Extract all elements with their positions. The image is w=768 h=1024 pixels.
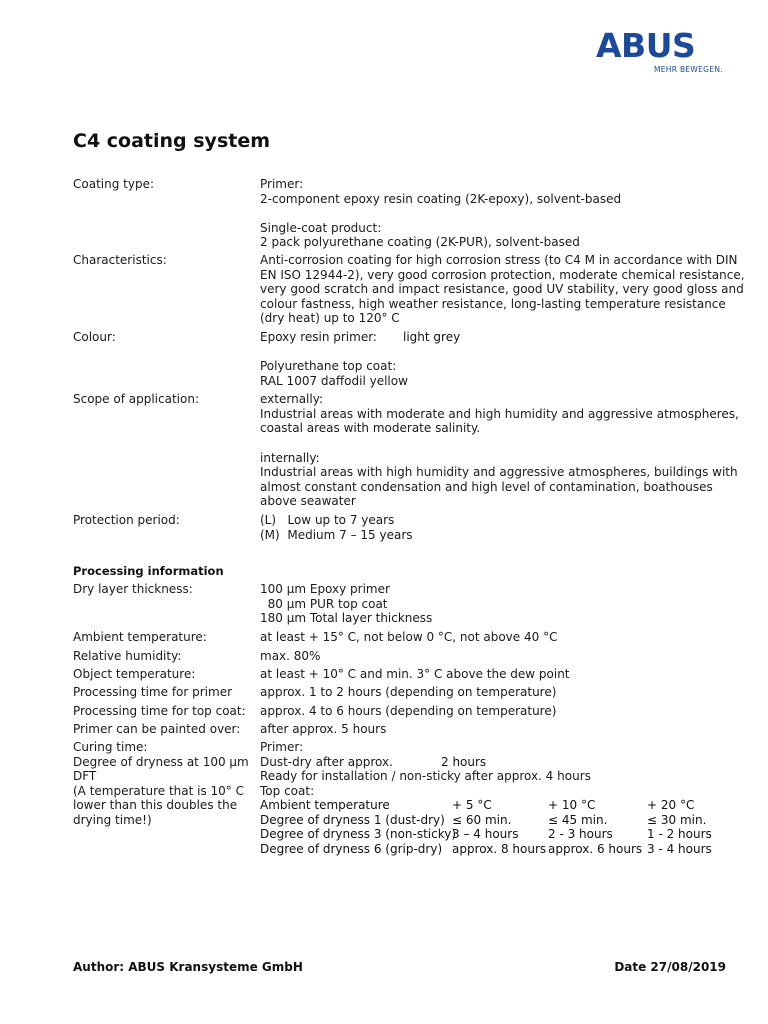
value-humidity: max. 80% (260, 649, 321, 663)
table-cell: 1 - 2 hours (647, 827, 712, 841)
value-protection-0: (L) Low up to 7 years (260, 513, 395, 527)
value-proc-primer: approx. 1 to 2 hours (depending on temperature) (260, 685, 557, 699)
page-title: C4 coating system (73, 130, 271, 152)
value-curing-ready: Ready for installation / non-sticky after approx. 4 hours (260, 769, 591, 783)
label-object-temp: Object temperature: (73, 667, 196, 681)
value-characteristics-3: colour fastness, high weather resistance, long-lasting temperature resistance (260, 296, 726, 311)
value-proc-top: approx. 4 to 6 hours (depending on temperature) (260, 704, 557, 718)
value-curing-top: Top coat: (260, 783, 315, 798)
table-cell: Degree of dryness 1 (dust-dry) (260, 812, 445, 827)
value-object-temp: at least + 10° C and min. 3° C above the dew point (260, 667, 570, 681)
label-curing-4: lower than this doubles the (73, 798, 238, 812)
label-humidity: Relative humidity: (73, 649, 182, 663)
value-dry-layer-2: 180 µm Total layer thickness (260, 611, 433, 625)
label-ambient: Ambient temperature: (73, 630, 207, 644)
value-scope-5: Industrial areas with high humidity and aggressive atmospheres, buildings with (260, 465, 738, 479)
table-cell: + 20 °C (647, 798, 695, 812)
value-colour-primer-value: light grey (403, 330, 461, 344)
value-scope-1: Industrial areas with moderate and high humidity and aggressive atmospheres, (260, 406, 739, 421)
value-colour-top-0: Polyurethane top coat: (260, 359, 397, 373)
label-protection: Protection period: (73, 513, 180, 527)
value-curing-dust-label: Dust-dry after approx. (260, 754, 393, 769)
label-coating-type: Coating type: (73, 177, 154, 191)
value-scope-4: internally: (260, 450, 320, 465)
value-dry-layer-1: 80 µm PUR top coat (260, 596, 388, 611)
section-processing-heading: Processing information (73, 564, 224, 578)
label-proc-top: Processing time for top coat: (73, 704, 246, 718)
table-cell: + 10 °C (548, 798, 596, 812)
value-scope-2: coastal areas with moderate salinity. (260, 421, 481, 435)
value-characteristics-0: Anti-corrosion coating for high corrosion stress (to C4 M in accordance with DIN (260, 253, 738, 267)
table-cell: 3 - 4 hours (647, 842, 712, 856)
label-dry-layer: Dry layer thickness: (73, 582, 193, 596)
label-colour: Colour: (73, 330, 116, 344)
label-curing-3: (A temperature that is 10° C (73, 783, 244, 798)
table-cell: 2 - 3 hours (548, 827, 613, 841)
table-cell: Ambient temperature (260, 798, 390, 812)
value-scope-0: externally: (260, 392, 323, 406)
value-characteristics-1: EN ISO 12944-2), very good corrosion protection, moderate chemical resistance, (260, 267, 745, 282)
table-cell: ≤ 30 min. (647, 812, 707, 827)
value-coating-type-0: Primer: (260, 177, 304, 191)
table-cell: approx. 6 hours (548, 842, 643, 856)
value-coating-type-3: Single-coat product: (260, 220, 382, 235)
table-cell: ≤ 45 min. (548, 812, 608, 827)
label-characteristics: Characteristics: (73, 253, 167, 267)
value-characteristics-4: (dry heat) up to 120° C (260, 311, 400, 325)
label-curing-0: Curing time: (73, 740, 148, 754)
value-curing-primer: Primer: (260, 740, 304, 754)
label-proc-primer: Processing time for primer (73, 685, 233, 699)
table-cell: Degree of dryness 3 (non-sticky) (260, 827, 457, 841)
abus-logo: ABUS (596, 26, 696, 65)
value-ambient: at least + 15° C, not below 0 °C, not above 40 °C (260, 630, 558, 644)
table-cell: approx. 8 hours (452, 842, 547, 856)
value-curing-dust-value: 2 hours (441, 754, 487, 769)
footer-date: Date 27/08/2019 (614, 960, 726, 974)
value-characteristics-2: very good scratch and impact resistance, good UV stability, very good gloss and (260, 282, 744, 296)
footer-author: Author: ABUS Kransysteme GmbH (73, 960, 303, 974)
value-coating-type-4: 2 pack polyurethane coating (2K-PUR), solvent-based (260, 235, 580, 249)
value-primer-paint: after approx. 5 hours (260, 722, 387, 736)
logo-tagline: MEHR BEWEGEN. (654, 65, 723, 74)
label-curing-1: Degree of dryness at 100 µm (73, 754, 249, 769)
table-cell: ≤ 60 min. (452, 812, 512, 827)
value-scope-7: above seawater (260, 494, 356, 508)
value-coating-type-1: 2-component epoxy resin coating (2K-epoxy), solvent-based (260, 191, 622, 206)
table-cell: Degree of dryness 6 (grip-dry) (260, 842, 443, 856)
table-cell: 3 – 4 hours (452, 827, 519, 841)
label-curing-5: drying time!) (73, 812, 152, 827)
table-cell: + 5 °C (452, 798, 492, 812)
label-scope: Scope of application: (73, 392, 199, 406)
value-dry-layer-0: 100 µm Epoxy primer (260, 582, 390, 596)
value-colour-primer-label: Epoxy resin primer: (260, 330, 377, 344)
value-protection-1: (M) Medium 7 – 15 years (260, 527, 413, 542)
value-scope-6: almost constant condensation and high level of contamination, boathouses (260, 479, 713, 494)
value-colour-top-1: RAL 1007 daffodil yellow (260, 373, 408, 388)
label-curing-2: DFT (73, 769, 97, 783)
label-primer-paint: Primer can be painted over: (73, 722, 241, 736)
